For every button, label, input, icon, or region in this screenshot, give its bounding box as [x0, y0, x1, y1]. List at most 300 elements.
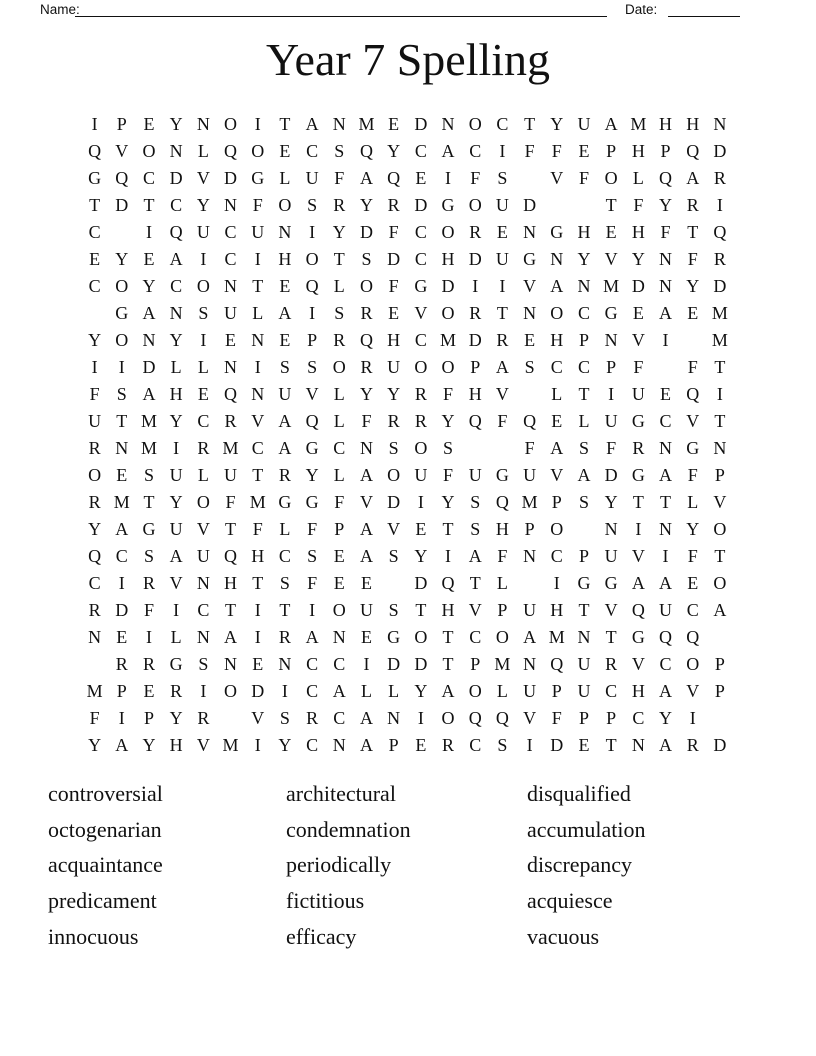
grid-cell: R	[360, 303, 373, 323]
grid-cell: C	[414, 141, 427, 161]
grid-cell: N	[332, 627, 346, 647]
grid-cell: V	[387, 519, 401, 539]
grid-cell: F	[551, 141, 562, 161]
grid-cell: F	[524, 141, 535, 161]
grid-cell: Q	[169, 222, 183, 242]
grid-cell: Q	[88, 546, 102, 566]
grid-cell: V	[686, 411, 700, 431]
grid-cell: M	[630, 114, 647, 134]
grid-cell: E	[279, 276, 291, 296]
grid-cell: R	[142, 573, 155, 593]
word-list-item: acquiesce	[527, 888, 613, 914]
grid-cell: M	[140, 411, 157, 431]
grid-cell: S	[578, 492, 589, 512]
grid-cell: C	[278, 546, 291, 566]
grid-cell: I	[445, 546, 452, 566]
grid-cell: N	[224, 654, 238, 674]
grid-cell: D	[713, 735, 727, 755]
grid-cell: T	[279, 600, 291, 620]
grid-cell: V	[196, 519, 210, 539]
grid-cell: P	[606, 357, 617, 377]
grid-cell: I	[608, 384, 615, 404]
grid-cell: L	[578, 411, 590, 431]
grid-cell: L	[279, 168, 291, 188]
grid-cell: A	[523, 627, 537, 647]
grid-cell: F	[524, 438, 535, 458]
grid-cell: C	[577, 303, 590, 323]
grid-cell: T	[442, 654, 454, 674]
grid-cell: R	[686, 735, 699, 755]
grid-cell: Y	[441, 492, 455, 512]
grid-cell: Y	[359, 195, 373, 215]
grid-cell: V	[686, 681, 700, 701]
grid-cell: I	[91, 357, 98, 377]
grid-cell: P	[660, 141, 671, 161]
grid-cell: A	[686, 168, 700, 188]
grid-cell: H	[468, 384, 482, 404]
grid-cell: O	[115, 330, 129, 350]
grid-cell: G	[305, 492, 319, 512]
grid-cell: G	[142, 519, 156, 539]
grid-cell: F	[388, 222, 399, 242]
grid-cell: F	[687, 249, 698, 269]
grid-cell: N	[441, 114, 455, 134]
grid-cell: A	[278, 303, 292, 323]
grid-cell: Y	[88, 330, 102, 350]
grid-cell: P	[388, 735, 399, 755]
grid-cell: D	[387, 249, 401, 269]
grid-cell: L	[333, 465, 345, 485]
grid-cell: D	[631, 276, 645, 296]
grid-cell: A	[169, 546, 183, 566]
grid-cell: Y	[332, 222, 346, 242]
grid-cell: S	[307, 195, 318, 215]
grid-cell: Y	[359, 384, 373, 404]
grid-cell: N	[196, 114, 210, 134]
grid-cell: R	[88, 438, 101, 458]
grid-cell: E	[252, 654, 264, 674]
grid-cell: R	[278, 465, 291, 485]
grid-cell: S	[307, 357, 318, 377]
grid-cell: N	[523, 303, 537, 323]
grid-cell: D	[441, 276, 455, 296]
grid-cell: C	[224, 249, 237, 269]
grid-cell: E	[279, 141, 291, 161]
grid-cell: F	[143, 600, 154, 620]
grid-cell: E	[415, 519, 427, 539]
grid-cell: R	[713, 168, 726, 188]
grid-cell: Q	[468, 411, 482, 431]
grid-cell: Q	[359, 330, 373, 350]
grid-cell: C	[88, 276, 101, 296]
grid-cell: Y	[115, 249, 129, 269]
grid-cell: P	[606, 141, 617, 161]
grid-cell: E	[578, 141, 590, 161]
grid-cell: Y	[387, 384, 401, 404]
grid-cell: D	[387, 654, 401, 674]
grid-cell: Y	[88, 519, 102, 539]
grid-cell: S	[334, 141, 345, 161]
grid-cell: E	[333, 546, 345, 566]
grid-cell: C	[550, 357, 563, 377]
grid-cell: N	[332, 735, 346, 755]
grid-cell: L	[333, 411, 345, 431]
grid-cell: C	[306, 735, 319, 755]
grid-cell: S	[388, 600, 399, 620]
grid-cell: H	[441, 249, 455, 269]
grid-cell: F	[633, 357, 644, 377]
grid-cell: N	[577, 276, 591, 296]
grid-cell: H	[550, 600, 564, 620]
grid-cell: O	[278, 195, 292, 215]
grid-cell: H	[251, 546, 265, 566]
grid-cell: T	[442, 519, 454, 539]
grid-cell: R	[686, 195, 699, 215]
grid-cell: A	[441, 681, 455, 701]
grid-cell: E	[578, 735, 590, 755]
date-label: Date:	[625, 2, 658, 17]
grid-cell: U	[577, 681, 591, 701]
grid-cell: D	[224, 168, 238, 188]
grid-cell: R	[414, 384, 427, 404]
grid-cell: I	[254, 627, 261, 647]
grid-cell: Q	[631, 600, 645, 620]
grid-cell: S	[307, 546, 318, 566]
grid-cell: F	[578, 168, 589, 188]
grid-cell: R	[306, 708, 319, 728]
grid-cell: A	[305, 627, 319, 647]
grid-cell: C	[550, 546, 563, 566]
grid-cell: R	[713, 249, 726, 269]
grid-cell: A	[604, 114, 618, 134]
grid-cell: C	[88, 573, 101, 593]
grid-cell: A	[332, 681, 346, 701]
grid-cell: I	[254, 735, 261, 755]
grid-cell: A	[659, 465, 673, 485]
grid-cell: A	[359, 546, 373, 566]
grid-cell: A	[142, 303, 156, 323]
grid-cell: R	[333, 195, 346, 215]
grid-cell: C	[686, 600, 699, 620]
grid-cell: L	[496, 573, 508, 593]
grid-cell: A	[550, 438, 564, 458]
grid-cell: I	[118, 708, 125, 728]
grid-cell: C	[632, 708, 645, 728]
grid-cell: E	[279, 330, 291, 350]
grid-cell: U	[169, 519, 183, 539]
grid-cell: N	[577, 627, 591, 647]
grid-cell: I	[553, 573, 560, 593]
grid-cell: I	[417, 708, 424, 728]
grid-cell: E	[89, 249, 101, 269]
grid-cell: H	[169, 735, 183, 755]
grid-cell: R	[605, 654, 618, 674]
grid-cell: V	[495, 384, 509, 404]
grid-cell: V	[251, 708, 265, 728]
grid-cell: N	[523, 546, 537, 566]
word-list-item: acquaintance	[48, 852, 163, 878]
grid-cell: V	[115, 141, 129, 161]
grid-cell: M	[113, 492, 130, 512]
grid-cell: E	[687, 303, 699, 323]
grid-cell: S	[470, 519, 481, 539]
grid-cell: N	[251, 384, 265, 404]
grid-cell: A	[659, 303, 673, 323]
grid-cell: I	[254, 249, 261, 269]
grid-cell: P	[470, 654, 481, 674]
word-list-item: periodically	[286, 852, 392, 878]
grid-cell: C	[251, 438, 264, 458]
grid-cell: V	[169, 573, 183, 593]
grid-cell: M	[222, 438, 239, 458]
grid-cell: O	[441, 708, 455, 728]
grid-cell: A	[659, 573, 673, 593]
grid-cell: F	[388, 276, 399, 296]
grid-cell: R	[360, 357, 373, 377]
word-list-item: efficacy	[286, 923, 357, 949]
grid-cell: O	[224, 114, 238, 134]
grid-cell: N	[224, 357, 238, 377]
grid-cell: T	[578, 384, 590, 404]
grid-cell: P	[714, 654, 725, 674]
grid-cell: I	[173, 438, 180, 458]
grid-cell: C	[605, 681, 618, 701]
grid-cell: V	[604, 249, 618, 269]
grid-cell: T	[605, 627, 617, 647]
grid-cell: S	[388, 438, 399, 458]
grid-cell: I	[91, 114, 98, 134]
grid-cell: A	[359, 168, 373, 188]
grid-cell: I	[662, 546, 669, 566]
grid-cell: S	[524, 357, 535, 377]
grid-cell: F	[497, 411, 508, 431]
grid-cell: E	[225, 330, 237, 350]
grid-cell: G	[631, 411, 645, 431]
name-label: Name:	[40, 2, 80, 17]
grid-cell: O	[414, 627, 428, 647]
grid-cell: H	[441, 600, 455, 620]
grid-cell: N	[713, 438, 727, 458]
grid-cell: O	[196, 492, 210, 512]
grid-cell: U	[414, 465, 428, 485]
grid-cell: U	[659, 600, 673, 620]
grid-cell: O	[414, 438, 428, 458]
grid-cell: U	[495, 195, 509, 215]
grid-cell: U	[604, 546, 618, 566]
grid-cell: Q	[495, 492, 509, 512]
grid-cell: G	[387, 627, 401, 647]
grid-cell: Q	[441, 573, 455, 593]
grid-cell: N	[115, 438, 129, 458]
word-search-grid	[81, 111, 734, 759]
grid-cell: T	[89, 195, 101, 215]
grid-cell: H	[550, 330, 564, 350]
grid-cell: C	[469, 141, 482, 161]
grid-cell	[108, 219, 135, 246]
grid-cell: Q	[686, 384, 700, 404]
grid-cell: U	[278, 384, 292, 404]
grid-cell: F	[89, 708, 100, 728]
grid-cell: C	[333, 438, 346, 458]
grid-cell: O	[468, 114, 482, 134]
grid-cell: O	[468, 681, 482, 701]
grid-cell: F	[687, 465, 698, 485]
grid-cell: P	[524, 519, 535, 539]
grid-cell: T	[415, 600, 427, 620]
grid-cell: D	[604, 465, 618, 485]
grid-cell: Q	[224, 546, 238, 566]
grid-cell: I	[309, 303, 316, 323]
grid-cell: H	[631, 681, 645, 701]
grid-cell: D	[414, 195, 428, 215]
grid-cell: S	[198, 654, 209, 674]
grid-cell: Y	[387, 141, 401, 161]
grid-cell: D	[713, 141, 727, 161]
grid-cell: C	[88, 222, 101, 242]
grid-cell: S	[470, 492, 481, 512]
grid-cell: T	[687, 222, 699, 242]
grid-cell: M	[440, 330, 457, 350]
grid-cell: O	[142, 141, 156, 161]
grid-cell: N	[169, 141, 183, 161]
grid-cell: T	[333, 249, 345, 269]
grid-cell: I	[445, 168, 452, 188]
grid-cell: F	[660, 222, 671, 242]
grid-cell: S	[198, 303, 209, 323]
grid-cell: N	[550, 249, 564, 269]
grid-cell: N	[332, 114, 346, 134]
grid-cell: G	[251, 168, 265, 188]
grid-cell: R	[224, 411, 237, 431]
grid-cell: E	[360, 627, 372, 647]
word-list-item: architectural	[286, 781, 396, 806]
grid-cell: I	[118, 357, 125, 377]
grid-cell	[217, 705, 244, 732]
grid-cell: F	[443, 465, 454, 485]
grid-cell: S	[279, 357, 290, 377]
grid-cell: N	[88, 627, 102, 647]
grid-cell: P	[714, 681, 725, 701]
grid-cell	[706, 705, 733, 732]
grid-cell: G	[550, 222, 564, 242]
grid-cell: C	[414, 330, 427, 350]
grid-cell: Q	[523, 411, 537, 431]
grid-cell: A	[115, 519, 129, 539]
grid-cell	[81, 300, 108, 327]
grid-cell: N	[659, 276, 673, 296]
grid-cell: N	[196, 573, 210, 593]
grid-cell: S	[578, 438, 589, 458]
grid-cell: D	[414, 114, 428, 134]
grid-cell: D	[115, 195, 129, 215]
grid-cell: Y	[441, 411, 455, 431]
grid-cell: A	[169, 249, 183, 269]
grid-cell: R	[469, 303, 482, 323]
grid-cell: A	[305, 114, 319, 134]
grid-cell: O	[686, 654, 700, 674]
grid-cell: Q	[495, 708, 509, 728]
grid-cell: Q	[224, 384, 238, 404]
grid-cell: D	[468, 249, 482, 269]
word-list-item: vacuous	[527, 923, 600, 949]
grid-cell: N	[224, 195, 238, 215]
grid-cell: R	[88, 492, 101, 512]
grid-cell: T	[225, 519, 237, 539]
grid-cell: Q	[686, 141, 700, 161]
word-list-item: controversial	[48, 781, 163, 806]
grid-cell: V	[550, 465, 564, 485]
grid-cell: F	[334, 492, 345, 512]
grid-cell: C	[224, 222, 237, 242]
grid-cell: A	[278, 438, 292, 458]
grid-cell: R	[197, 708, 210, 728]
grid-cell: Y	[659, 708, 673, 728]
grid-cell: U	[577, 654, 591, 674]
grid-cell: D	[115, 600, 129, 620]
grid-cell: O	[713, 573, 727, 593]
grid-cell	[706, 624, 733, 651]
grid-cell	[516, 165, 543, 192]
grid-cell: F	[334, 168, 345, 188]
grid-cell: I	[689, 708, 696, 728]
grid-cell: L	[496, 681, 508, 701]
grid-cell: Y	[278, 735, 292, 755]
grid-cell: G	[278, 492, 292, 512]
grid-cell: R	[469, 222, 482, 242]
grid-cell: U	[224, 303, 238, 323]
grid-cell: P	[606, 708, 617, 728]
grid-cell: O	[713, 519, 727, 539]
grid-cell: H	[631, 141, 645, 161]
grid-cell: E	[632, 303, 644, 323]
grid-cell: Y	[142, 276, 156, 296]
grid-cell: O	[414, 357, 428, 377]
grid-cell: T	[496, 303, 508, 323]
grid-cell: P	[551, 492, 562, 512]
grid-cell: A	[278, 411, 292, 431]
grid-cell: C	[197, 411, 210, 431]
grid-cell: N	[142, 330, 156, 350]
grid-cell: U	[631, 384, 645, 404]
grid-cell: N	[387, 708, 401, 728]
grid-cell: M	[711, 303, 728, 323]
grid-cell: Y	[169, 114, 183, 134]
grid-cell: I	[200, 249, 207, 269]
grid-cell: T	[605, 735, 617, 755]
grid-cell: O	[224, 681, 238, 701]
grid-cell: R	[142, 654, 155, 674]
grid-cell: E	[605, 222, 617, 242]
grid-cell: Y	[550, 114, 564, 134]
grid-cell: S	[388, 546, 399, 566]
grid-cell: R	[170, 681, 183, 701]
grid-cell: E	[143, 249, 155, 269]
grid-cell: N	[659, 438, 673, 458]
grid-cell: F	[307, 519, 318, 539]
grid-cell: C	[469, 735, 482, 755]
grid-cell: C	[333, 708, 346, 728]
grid-cell: Q	[224, 141, 238, 161]
grid-cell: L	[170, 357, 182, 377]
word-list	[48, 776, 816, 955]
grid-cell: V	[414, 303, 428, 323]
grid-cell: A	[359, 735, 373, 755]
grid-cell: Y	[604, 492, 618, 512]
grid-cell: I	[145, 222, 152, 242]
grid-cell: L	[197, 141, 209, 161]
grid-cell: S	[443, 438, 454, 458]
grid-cell: Y	[659, 195, 673, 215]
